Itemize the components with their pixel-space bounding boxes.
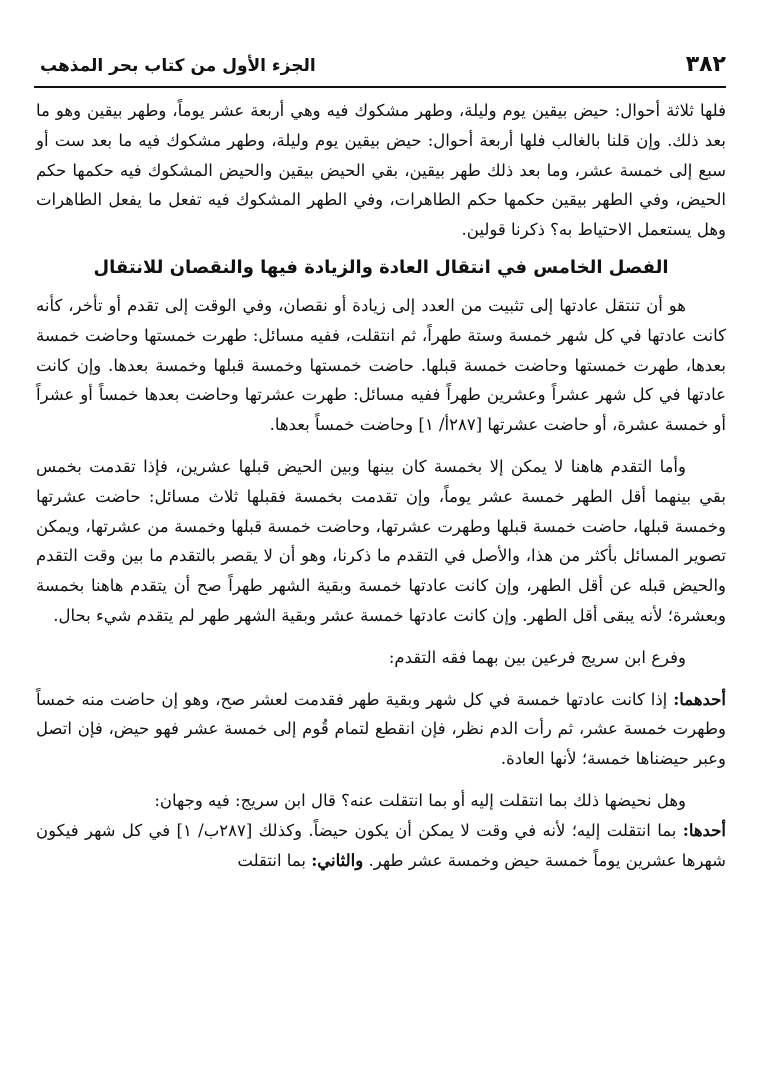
page-body <box>36 96 726 875</box>
paragraph-lead: أحدهما: <box>673 689 726 709</box>
paragraph: وفرع ابن سريج فرعين بين بهما فقه التقدم: <box>388 647 686 667</box>
paragraph <box>36 685 726 774</box>
paragraph: هو أن تنتقل عادتها إلى تثبيت من العدد إلى زيادة أو نقصان، وفي الوقت إلى تقدم أو تأخر، كأنه كانت عادتها في كل شهر خمسة وستة طهراً، ثم انتقلت، ففيه مسائل: طهرت خمستها وحاضت خمسة بعدها، طهرت خمستها وحاضت خمسة قبلها. حاضت خمستها وخمسة قبلها وخمسة بعدها. وإن كانت عادتها في كل شهر عشراً وعشرين طهراً ففيه مسائل: طهرت عشرتها وحاضت بعدها خمساً أو عشراً أو خمسة عشرة، أو حاضت عشرتها [٢٨٧أ/ ١] وحاضت خمساً بعدها. <box>36 295 726 435</box>
page-number: ٣٨٢ <box>685 52 726 77</box>
paragraph: فلها ثلاثة أحوال: حيض بيقين يوم وليلة، وطهر مشكوك فيه وهي أربعة عشر يوماً، وطهر بيقين وهو ما بعد ذلك. وإن قلنا بالغالب فلها أربعة أحوال: حيض بيقين يوم وليلة، وطهر مشكوك فيه ما بعد ست أو سبع إلى خمسة عشر، وما بعد ذلك طهر بيقين، بقي الحيض بيقين والحيض المشكوك فيه حكمها حكم الحيض، وفي الطهر بيقين حكمها حكم الطاهرات، وفي الطهر المشكوك فيه تفعل ما يفعل الطاهرات وهل يستعمل الاحتياط به؟ ذكرنا قولين. <box>36 101 726 240</box>
paragraph: وأما التقدم هاهنا لا يمكن إلا بخمسة كان بينها وبين الحيض قبلها عشرين، فإذا تقدمت بخمس بقي بينهما أقل الطهر خمسة عشر يوماً، وإن تقدمت بخمسة فقبلها ثلاث مسائل: حاضت عشرتها وخمسة قبلها، حاضت خمسة قبلها وطهرت عشرتها، وحاضت خمسة قبلها وخمسة من عشرتها، ويمكن تصوير المسائل بأكثر من هذا، والأصل في التقدم ما ذكرنا، وهو أن لا يقصر بالتقدم ما بين وقت التقدم والحيض قبله عن أقل الطهر، وإن كانت عادتها خمسة وبقية الشهر طهراً صح أن يتقدم هاهنا بخمسة وبعشرة؛ لأنه يبقى أقل الطهر. وإن كانت عادتها خمسة عشر وبقية الشهر طهر لم يتقدم شيء بحال. <box>36 456 726 625</box>
paragraph-text: بما انتقلت إليه؛ لأنه في وقت لا يمكن أن يكون حيضاً. وكذلك [٢٨٧ب/ ١] في كل شهر فيكون شهرها عشرين يوماً خمسة حيض وخمسة عشر طهر. <box>36 820 726 870</box>
paragraph-text: بما انتقلت <box>237 850 312 870</box>
paragraph <box>36 816 726 876</box>
paragraph-lead: والثاني: <box>311 850 364 870</box>
paragraph-text: إذا كانت عادتها خمسة في كل شهر وبقية طهر فقدمت لعشر صح، وهو إن حاضت منه خمساً وطهرت خمسة عشر، ثم رأت الدم نظر، فإن انقطع لتمام قُوم إلى خمسة عشر فهو حيض، فإن اتصل وعبر حيضناها خمسة؛ لأنها العادة. <box>36 689 726 769</box>
paragraph: وهل نحيضها ذلك بما انتقلت إليه أو بما انتقلت عنه؟ قال ابن سريج: فيه وجهان: <box>154 790 686 810</box>
header-divider <box>34 86 726 88</box>
running-title: الجزء الأول من كتاب بحر المذهب <box>40 56 316 76</box>
chapter-heading: الفصل الخامس في انتقال العادة والزيادة فيها والنقصان للانتقال <box>93 256 669 278</box>
paragraph-lead: أحدها: <box>682 820 726 840</box>
page-header <box>34 50 726 84</box>
